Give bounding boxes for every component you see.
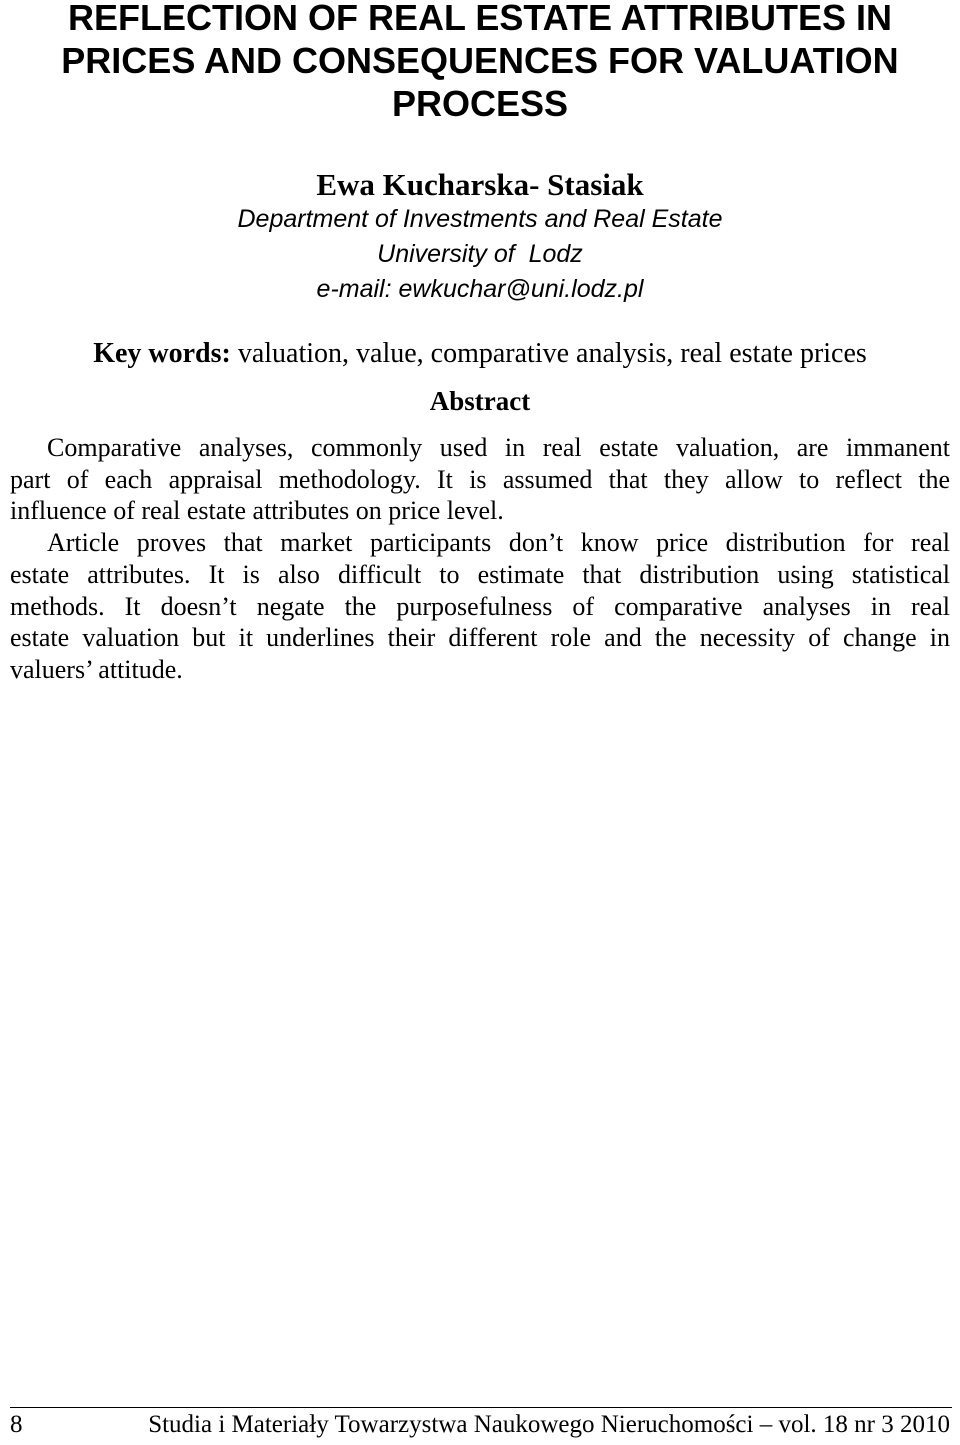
abstract-line: part of each appraisal methodology. It is assumed that they allow to reflect the (10, 464, 950, 494)
abstract-line: estate valuation but it underlines their different role and the necessity of change in (10, 623, 950, 653)
author-email: e-mail: ewkuchar@uni.lodz.pl (316, 275, 644, 303)
abstract-line: methods. It doesn’t negate the purposefulness of comparative analyses in real (10, 591, 950, 621)
abstract-heading: Abstract (429, 386, 531, 416)
abstract-line: Comparative analyses, commonly used in real estate valuation, are immanent (47, 433, 950, 462)
abstract-body (10, 432, 950, 686)
paper-title: REFLECTION OF REAL ESTATE ATTRIBUTES IN PRICES AND CONSEQUENCES FOR VALUATION PROCESS (61, 0, 899, 124)
abstract-line: influence of real estate attributes on price level. (10, 496, 504, 526)
journal-citation: Studia i Materiały Towarzystwa Naukowego Nieruchomości – vol. 18 nr 3 2010 (148, 1411, 950, 1438)
keywords-text: valuation, value, comparative analysis, real estate prices (237, 338, 867, 369)
author-department: Department of Investments and Real Estate (237, 205, 723, 233)
page-number: 8 (10, 1411, 23, 1438)
footer-rule (10, 1407, 952, 1408)
author-block (0, 167, 960, 307)
keywords-label: Key words: (93, 338, 231, 369)
abstract-line: valuers’ attitude. (10, 654, 183, 684)
abstract-line: Article proves that market participants don’t know price distribution for real (47, 528, 950, 558)
page-footer (10, 1410, 950, 1440)
abstract-paragraph-1 (10, 432, 950, 527)
author-university: University of Lodz (377, 240, 583, 268)
abstract-paragraph-2 (10, 527, 950, 686)
author-name: Ewa Kucharska- Stasiak (316, 167, 644, 202)
keywords-line (0, 337, 960, 371)
abstract-line: estate attributes. It is also difficult to estimate that distribution using statistical (10, 559, 950, 589)
